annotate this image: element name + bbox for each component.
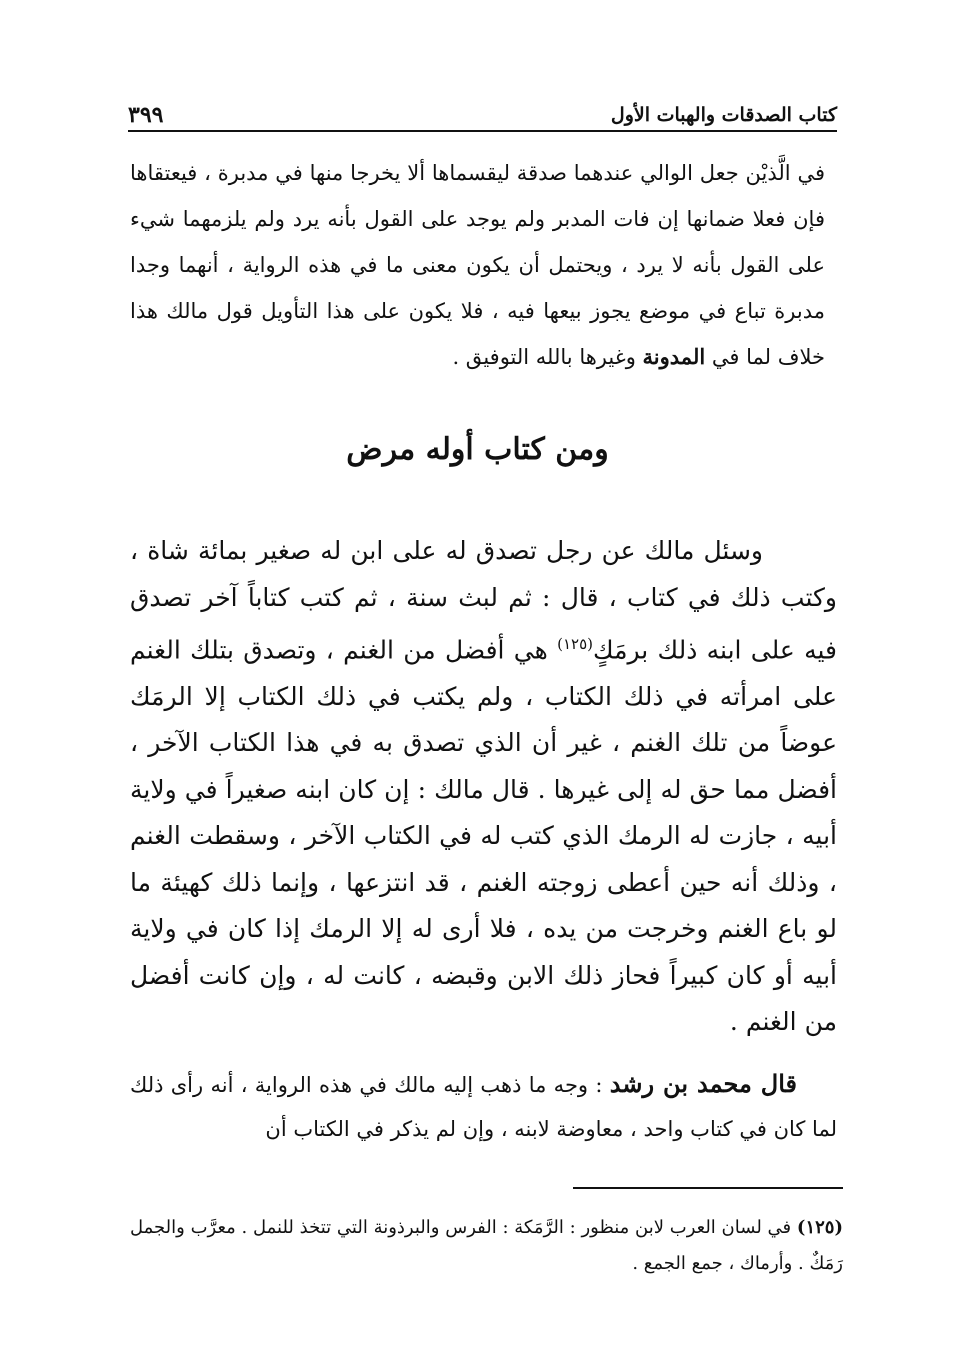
- paragraph-intro-end: وغيرها بالله التوفيق .: [452, 345, 636, 369]
- footnote-number: (١٢٥): [796, 1217, 843, 1238]
- footnote-reference: (١٢٥): [557, 635, 593, 653]
- footnote-text: في لسان العرب لابن منظور : الرَّمَكة : الفرس والبرذونة التي تتخذ للنمل . معرَّب والجمل رَمَكٌ . وأرماك ، جمع الجمع .: [130, 1217, 843, 1274]
- running-title: كتاب الصدقات والهبات الأول: [610, 104, 837, 126]
- bold-term-mudawwana: المدونة: [642, 344, 706, 369]
- paragraph-intro: [130, 150, 825, 380]
- page-number: ٣٩٩: [128, 102, 164, 128]
- section-heading: ومن كتاب أوله مرض: [346, 432, 609, 467]
- footnote: [130, 1210, 843, 1282]
- paragraph-question-text-1: وسئل مالك عن رجل تصدق له على ابن له صغير بمائة شاة ، وكتب ذلك في كتاب ، قال : ثم لبث سنة ، ثم كتب كتاباً آخر تصدق فيه على ابنه ذلك برمَكٍ: [130, 536, 837, 665]
- page-header: [128, 96, 837, 132]
- paragraph-question: [130, 528, 837, 1046]
- paragraph-commentary: [130, 1062, 837, 1151]
- paragraph-question-text-2: هي أفضل من الغنم ، وتصدق بتلك الغنم على امرأته في ذلك الكتاب ، ولم يكتب في ذلك الكتاب إلا الرمَك عوضاً من تلك الغنم ، غير أن الذي تصدق به في هذا الكتاب الآخر ، أفضل مما حق له إلى غيرها . قال مالك : إن كان ابنه صغيراً في ولاية أبيه ، جازت له الرمك الذي كتب له في الكتاب الآخر ، وسقطت الغنم ، وذلك أنه حين أعطى زوجته الغنم ، قد انتزعها ، وإنما ذلك كهيئة ما لو باع الغنم وخرجت من يده ، فلا أرى له إلا الرمك إذا كان في ولاية أبيه أو كان كبيراً فحاز ذلك الابن وقبضه ، كانت له ، وإن كانت أفضل من الغنم .: [130, 635, 837, 1037]
- commentary-text: : وجه ما ذهب إليه مالك في هذه الرواية ، أنه رأى ذلك لما كان في كتاب واحد ، معاوضة لابنه ، وإن لم يذكر في الكتاب أن: [130, 1073, 837, 1141]
- commentary-author: قال محمد بن رشد: [609, 1069, 797, 1098]
- paragraph-intro-text: في الَّذيْن جعل الوالي عندهما صدقة ليقسماها ألا يخرجا منها في مدبرة ، فيعتقاها فإن فعلا ضمانها إن فات المدبر ولم يوجد على القول بأنه يرد ولم يلزمهما شيء على القول بأنه لا يرد ، ويحتمل أن يكون معنى ما في هذه الرواية ، أنهما وجدا مدبرة تباع في موضع يجوز بيعها فيه ، فلا يكون على هذا التأويل قول مالك هذا خلاف لما في: [130, 161, 825, 369]
- footnote-divider: [573, 1187, 843, 1189]
